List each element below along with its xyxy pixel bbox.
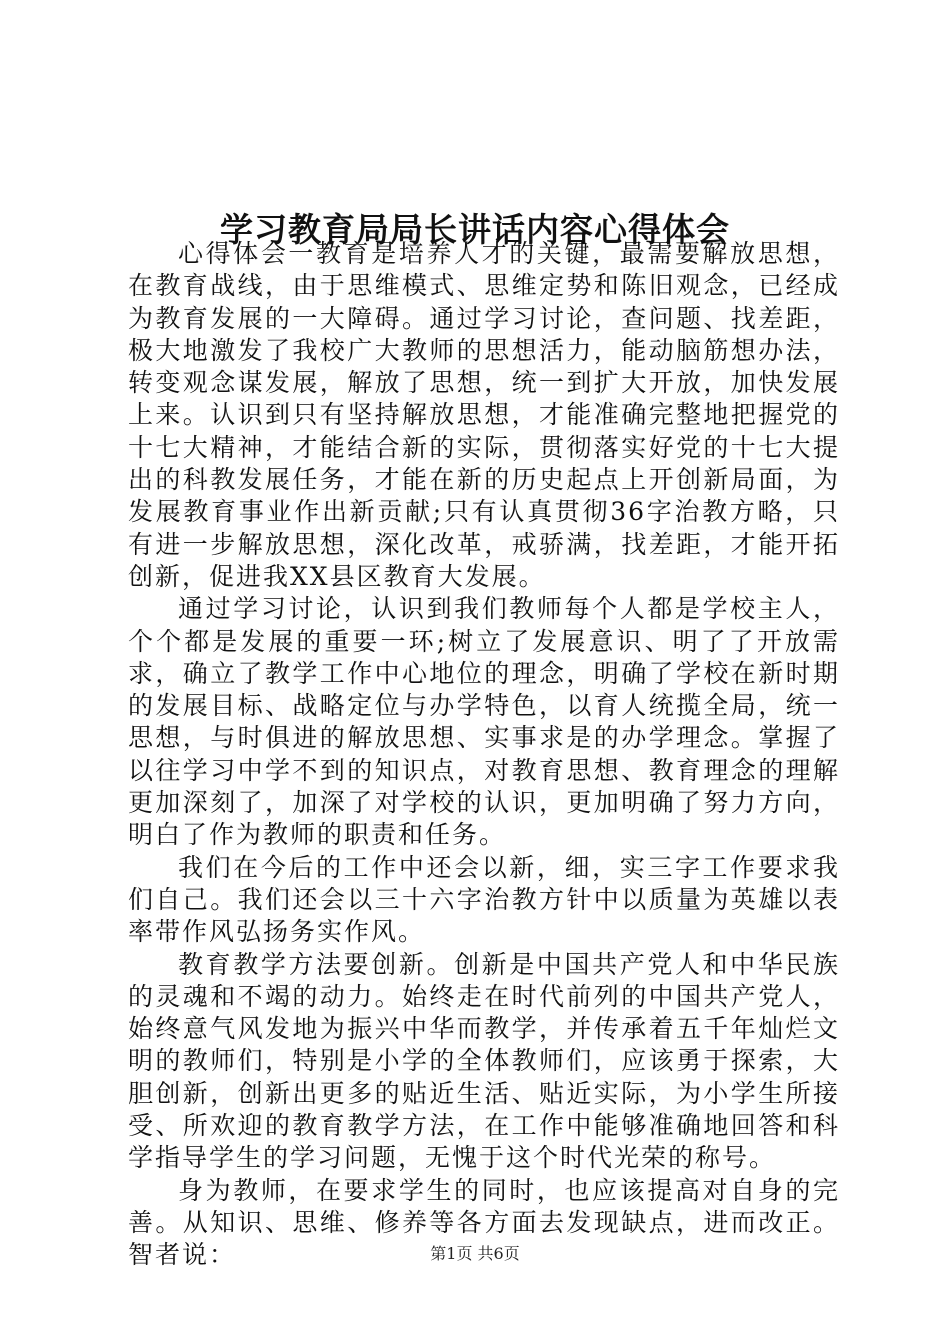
page-number-footer: 第1页 共6页 [430, 1244, 520, 1263]
document-title: 学习教育局局长讲话内容心得体会 [220, 210, 730, 250]
paragraph-3: 我们在今后的工作中还会以新，细，实三字工作要求我们自己。我们还会以三十六字治教方针中以质量为英雄以表率带作风弘扬务实作风。 [128, 852, 840, 947]
paragraph-1: 心得体会一教育是培养人才的关键，最需要解放思想，在教育战线，由于思维模式、思维定势和陈旧观念，已经成为教育发展的一大障碍。通过学习讨论，查问题、找差距，极大地激发了我校广大教师的思想活力，能动脑筋想办法，转变观念谋发展，解放了思想，统一到扩大开放，加快发展上来。认识到只有坚持解放思想，才能准确完整地把握党的十七大精神，才能结合新的实际，贯彻落实好党的十七大提出的科教发展任务，才能在新的历史起点上开创新局面，为发展教育事业作出新贡献;只有认真贯彻36字治教方略，只有进一步解放思想，深化改革，戒骄满，找差距，才能开拓创新，促进我XX县区教育大发展。 [128, 239, 840, 591]
paragraph-4: 教育教学方法要创新。创新是中国共产党人和中华民族的灵魂和不竭的动力。始终走在时代前列的中国共产党人，始终意气风发地为振兴中华而教学，并传承着五千年灿烂文明的教师们，特别是小学的全体教师们，应该勇于探索，大胆创新，创新出更多的贴近生活、贴近实际，为小学生所接受、所欢迎的教育教学方法，在工作中能够准确地回答和科学指导学生的学习问题，无愧于这个时代光荣的称号。 [128, 949, 840, 1173]
paragraph-5: 身为教师，在要求学生的同时，也应该提高对自身的完善。从知识、思维、修养等各方面去发现缺点，进而改正。智者说： [128, 1175, 840, 1270]
paragraph-2: 通过学习讨论，认识到我们教师每个人都是学校主人，个个都是发展的重要一环;树立了发展意识、明了了开放需求，确立了教学工作中心地位的理念，明确了学校在新时期的发展目标、战略定位与办学特色，以育人统揽全局，统一思想，与时俱进的解放思想、实事求是的办学理念。掌握了以往学习中学不到的知识点，对教育思想、教育理念的理解更加深刻了，加深了对学校的认识，更加明确了努力方向，明白了作为教师的职责和任务。 [128, 594, 840, 850]
document-body [128, 238, 840, 1272]
